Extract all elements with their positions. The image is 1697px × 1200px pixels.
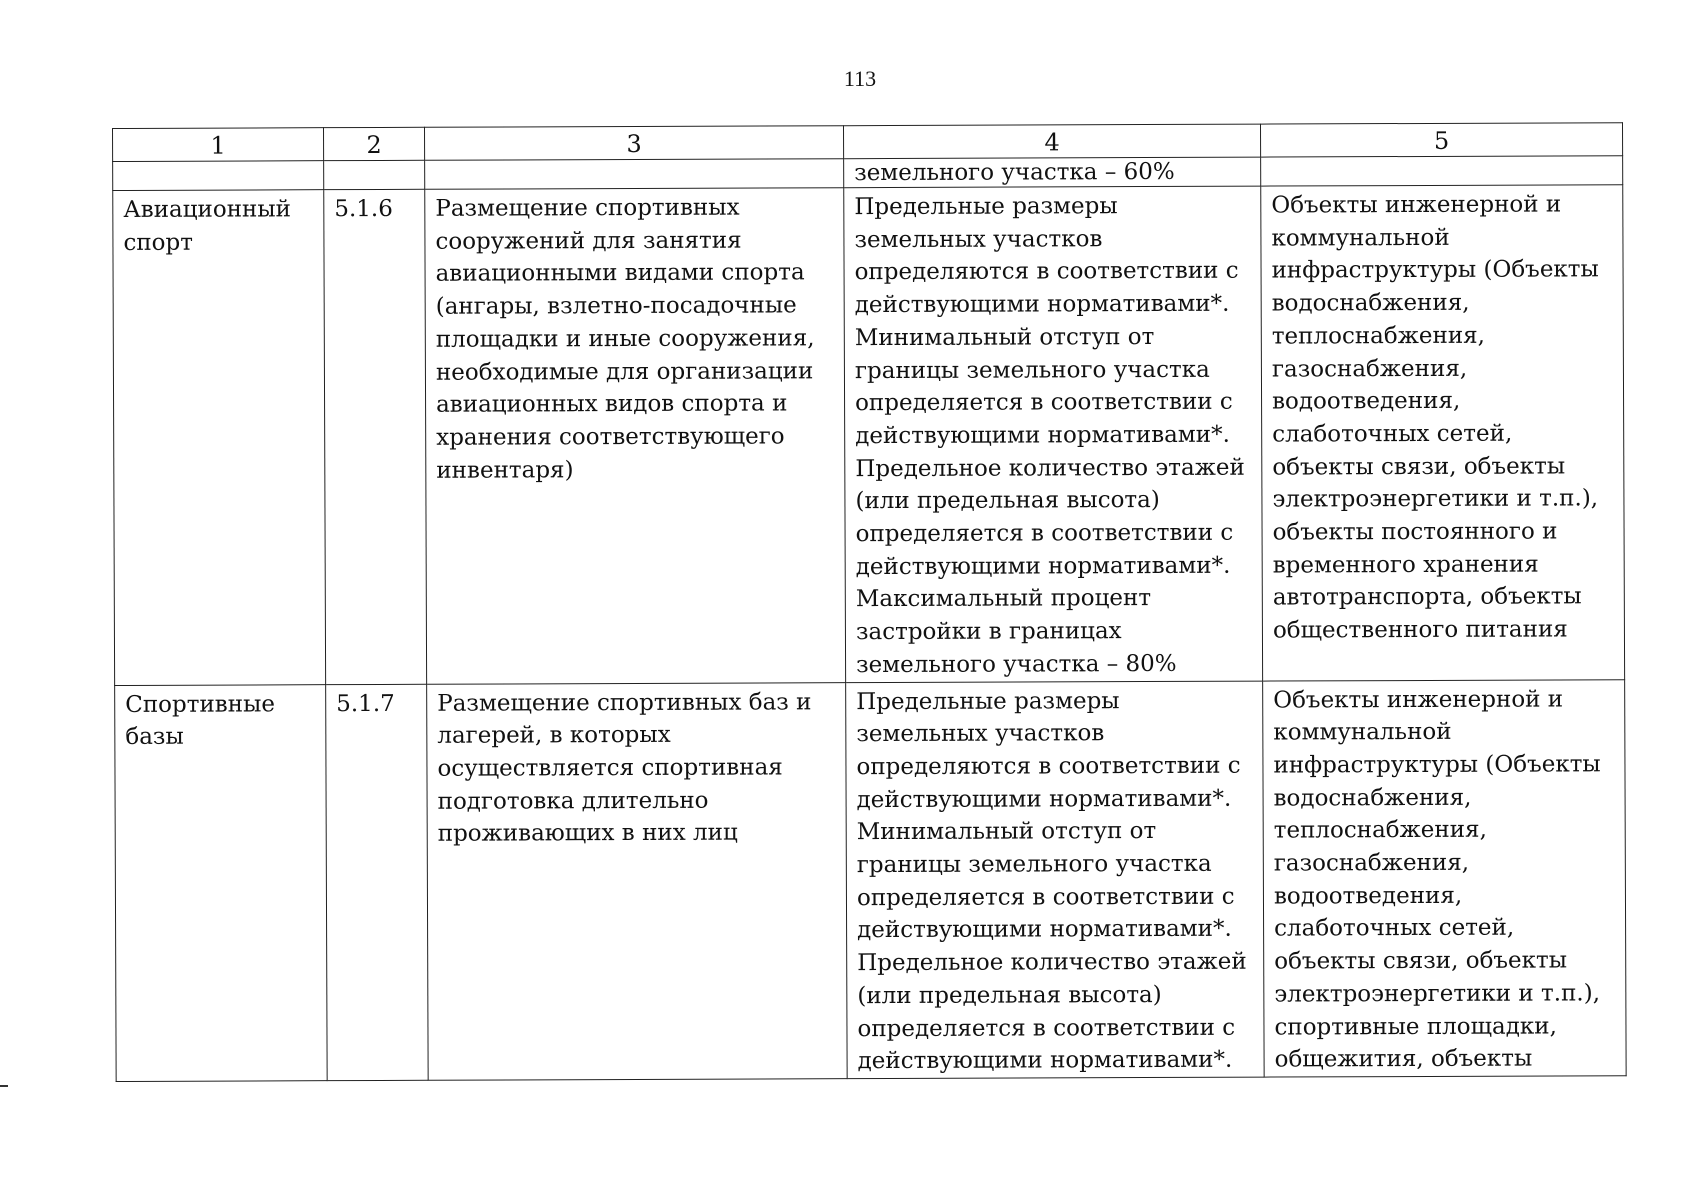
continuation-cell-4: земельного участка – 60% (844, 157, 1261, 188)
column-header-1: 1 (113, 128, 324, 162)
continuation-cell-5 (1261, 156, 1623, 186)
table-row (113, 185, 1625, 685)
land-use-table (112, 122, 1627, 1082)
use-type-code: 5.1.7 (326, 684, 429, 1081)
column-header-3: 3 (424, 126, 843, 161)
continuation-cell-2 (324, 160, 425, 189)
page-number: 113 (843, 66, 877, 91)
use-type-name: Спортивные базы (115, 684, 328, 1081)
use-type-description: Размещение спортивных баз и лагерей, в которых осуществляется спортивная подготовка длительно проживающих в них лиц (427, 682, 848, 1080)
column-header-2: 2 (324, 127, 425, 160)
continuation-cell-1 (113, 161, 324, 191)
use-type-description: Размещение спортивных сооружений для занятия авиационными видами спорта (ангары, взлетно-посадочные площадки и иные сооружения, необходимые для организации авиационных видов спорта и хранения соответствующего инвентаря) (425, 188, 846, 684)
use-type-auxiliary: Объекты инженерной и коммунальной инфраструктуры (Объекты водоснабжения, теплоснабжения, газоснабжения, водоотведения, слаботочных сетей, объекты связи, объекты электроэнергетики и т.п.), объекты постоянного и временного хранения автотранспорта, объекты общественного питания (1261, 185, 1625, 681)
margin-mark (0, 1085, 8, 1087)
continuation-cell-3 (425, 159, 844, 190)
column-header-4: 4 (843, 124, 1260, 159)
use-type-parameters: Предельные размеры земельных участков определяются в соответствии с действующими нормативами*. Минимальный отступ от границы земельного участка определяется в соответствии с действующими нормативами*. Предельное количество этажей (или предельная высота) определяется в соответствии с действующими нормативами*. (846, 681, 1265, 1079)
use-type-name: Авиационный спорт (113, 190, 326, 685)
use-type-parameters: Предельные размеры земельных участков определяются в соответствии с действующими нормативами*. Минимальный отступ от границы земельного участка определяется в соответствии с действующими нормативами*. Предельное количество этажей (или предельная высота) определяется в соответствии с действующими нормативами*. Максимальный процент застройки в границах земельного участка – 80% (844, 186, 1263, 682)
column-header-5: 5 (1260, 123, 1622, 157)
use-type-auxiliary: Объекты инженерной и коммунальной инфраструктуры (Объекты водоснабжения, теплоснабжения, газоснабжения, водоотведения, слаботочных сетей, объекты связи, объекты электроэнергетики и т.п.), спортивные площадки, общежития, объекты (1263, 679, 1627, 1077)
use-type-code: 5.1.6 (324, 189, 427, 684)
table-row (115, 679, 1627, 1081)
